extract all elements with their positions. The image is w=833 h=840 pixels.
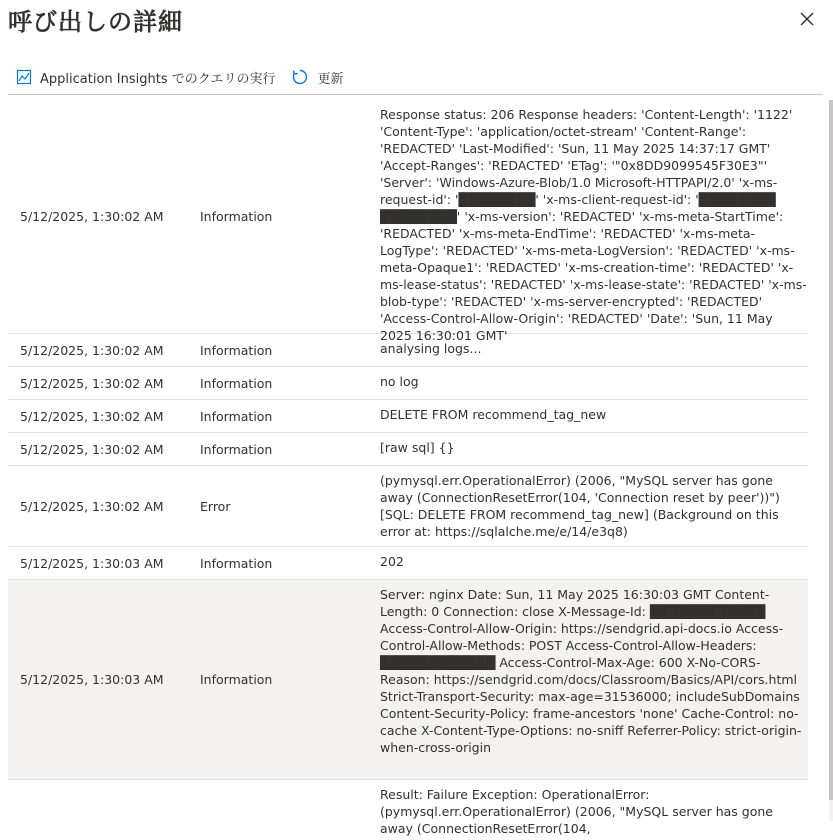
severity-cell: Information [200,408,273,424]
log-grid [8,100,808,836]
severity-cell: Information [200,342,273,358]
timestamp-cell: 5/12/2025, 1:30:02 AM [20,209,164,224]
toolbar-divider [8,94,823,95]
severity-cell: Information [200,555,273,571]
timestamp-cell: 5/12/2025, 1:30:03 AM [20,672,164,687]
timestamp-cell: 5/12/2025, 1:30:02 AM [20,498,164,514]
severity-cell: Information [200,441,273,457]
table-row[interactable] [8,780,808,840]
message-cell: analysing logs... [380,341,482,356]
table-row[interactable] [8,400,808,433]
message-cell: Response status: 206 Response headers: 'Content-Length': '1122' 'Content-Type': 'application/octet-stream' 'Content-Range': 'REDACTED' 'Last-Modified': 'Sun, 11 May 2025 14:37:17 GMT' 'Accept-Ranges': 'REDACTED' 'ETag': '"0x8DD9099545F30E3"' 'Server': 'Windows-Azure-Blob/1.0 Microsoft-HTTPAPI/2.0' 'x-ms-request-id': '████████' 'x-ms-client-request-id': '████████ ████████' 'x-ms-version': 'REDACTED' 'x-ms-meta-StartTime': 'REDACTED' 'x-ms-meta-EndTime': 'REDACTED' 'x-ms-meta-LogType': 'REDACTED' 'x-ms-meta-LogVersion': 'REDACTED' 'x-ms-meta-Opaque1': 'REDACTED' 'x-ms-creation-time': 'REDACTED' 'x-ms-lease-status': 'REDACTED' 'x-ms-lease-state': 'REDACTED' 'x-ms-blob-type': 'REDACTED' 'x-ms-server-encrypted': 'REDACTED' 'Access-Control-Allow-Origin': 'REDACTED' 'Date': 'Sun, 11 May 2025 16:30:01 GMT' [380,107,807,343]
chart-icon [16,69,32,85]
message-cell: DELETE FROM recommend_tag_new [380,407,607,422]
message-cell: (pymysql.err.OperationalError) (2006, "MySQL server has gone away (ConnectionResetError(104, 'Connection reset by peer'))") [SQL: DELETE FROM recommend_tag_new] (Background on this error at: https://sqlalche.me/e/14/e3q8) [380,473,780,539]
message-cell: [raw sql] {} [380,440,455,455]
timestamp-cell: 5/12/2025, 1:30:02 AM [20,408,164,424]
table-row[interactable] [8,547,808,580]
timestamp-cell: 5/12/2025, 1:30:02 AM [20,441,164,457]
refresh-label: 更新 [317,71,344,87]
table-row[interactable] [8,466,808,547]
timestamp-cell: 5/12/2025, 1:30:03 AM [20,555,164,571]
close-icon[interactable] [798,10,816,28]
table-row[interactable] [8,580,808,780]
table-row[interactable] [8,433,808,466]
severity-cell: Information [200,375,273,391]
table-row[interactable] [8,334,808,367]
message-cell: no log [380,374,419,389]
vertical-scrollbar-thumb[interactable] [829,100,833,800]
table-row[interactable] [8,100,808,343]
severity-cell: Information [200,672,273,687]
timestamp-cell: 5/12/2025, 1:30:02 AM [20,375,164,391]
table-row[interactable] [8,367,808,400]
message-cell: 202 [380,554,404,569]
panel-title: 呼び出しの詳細 [8,8,183,36]
severity-cell: Error [200,498,231,514]
severity-cell [200,780,380,840]
message-cell: Server: nginx Date: Sun, 11 May 2025 16:30:03 GMT Content-Length: 0 Connection: close X-Message-Id: ████████████ Access-Control-Allow-Origin: https://sendgrid.api-docs.io Access-Control-Allow-Methods: POST Access-Control-Allow-Headers: ████████████ Access-Control-Max-Age: 600 X-No-CORS-Reason: https://sendgrid.com/docs/Classroom/Basics/API/cors.html Strict-Transport-Security: max-age=31536000; includeSubDomains Content-Security-Policy: frame-ancestors 'none' Cache-Control: no-cache X-Content-Type-Options: no-sniff Referrer-Policy: strict-origin-when-cross-origin [380,587,802,755]
refresh-button[interactable] [291,68,343,87]
refresh-icon [291,68,309,86]
message-cell: Result: Failure Exception: OperationalError: (pymysql.err.OperationalError) (2006, "MySQL server has gone away (ConnectionResetError(104, [380,787,773,836]
timestamp-cell [8,780,200,840]
run-query-label: Application Insights でのクエリの実行 [40,71,276,87]
command-bar [16,66,343,88]
timestamp-cell: 5/12/2025, 1:30:02 AM [20,342,164,358]
run-query-button[interactable] [16,68,275,87]
severity-cell: Information [200,209,273,224]
